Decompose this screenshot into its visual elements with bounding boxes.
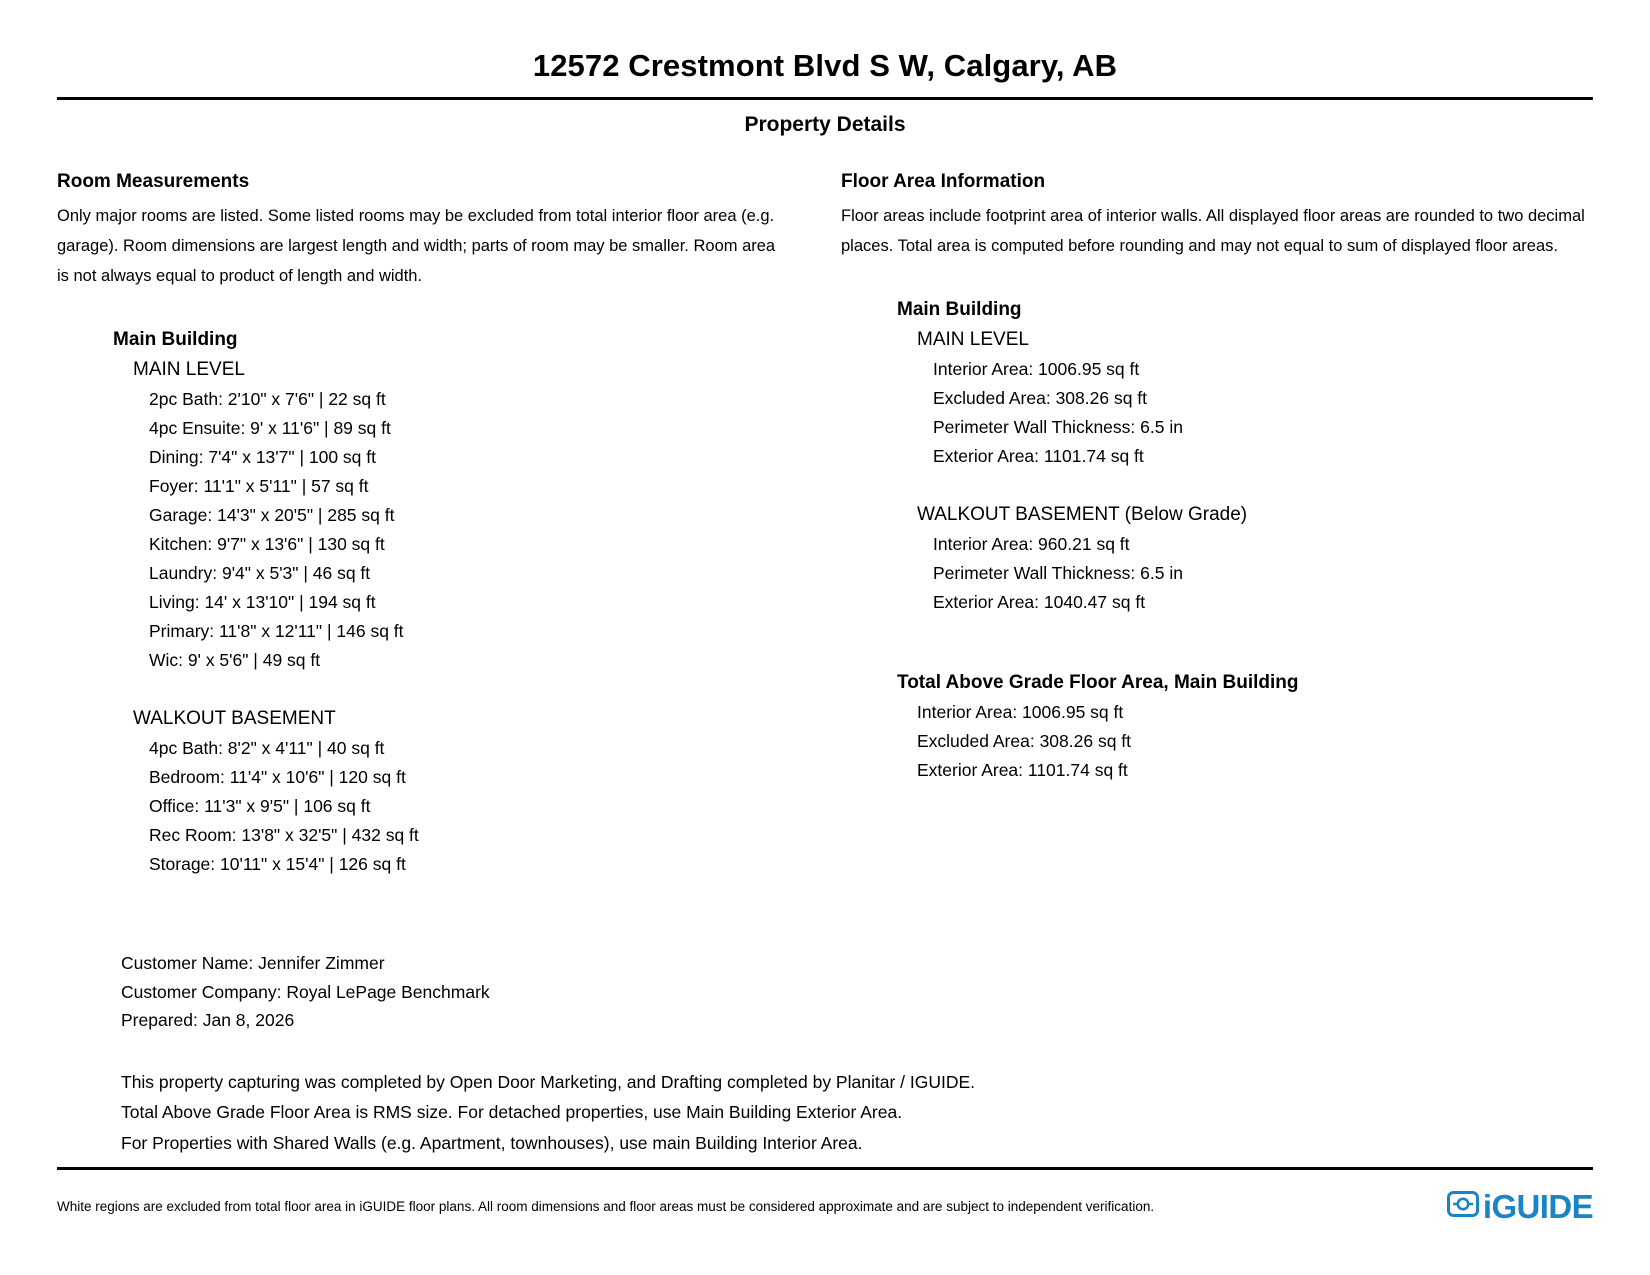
content-columns [57, 171, 1593, 875]
room-measurements-note: Only major rooms are listed. Some listed rooms may be excluded from total interior floor area (e.g. garage). Room dimensions are largest length and width; parts of room may be smaller. Room area is not always equal to product of length and width. [57, 207, 776, 286]
room-entry: Storage: 10'11" x 15'4" | 126 sq ft [149, 854, 406, 875]
floor-area-tree [841, 299, 1593, 781]
iguide-camera-icon [1445, 1186, 1481, 1227]
section-spacer [841, 467, 1593, 496]
area-entry: Exterior Area: 1040.47 sq ft [933, 592, 1146, 613]
room-measurements-tree [57, 329, 787, 875]
section-spacer [57, 671, 787, 700]
room-measurements-heading: Room Measurements [57, 171, 250, 192]
floor-area-note: Floor areas include footprint area of interior walls. All displayed floor areas are rounded to two decimal places. Total area is computed before rounding and may not equal to sum of displayed floor areas. [841, 207, 1585, 256]
room-entry: 4pc Ensuite: 9' x 11'6" | 89 sq ft [149, 418, 391, 439]
room-entry: Office: 11'3" x 9'5" | 106 sq ft [149, 796, 371, 817]
page-footer [57, 1167, 1593, 1227]
room-entry: Foyer: 11'1" x 5'11" | 57 sq ft [149, 476, 369, 497]
room-entry: Laundry: 9'4" x 5'3" | 46 sq ft [149, 563, 371, 584]
prepared-date: Prepared: Jan 8, 2026 [121, 1010, 295, 1031]
footer-row [57, 1186, 1593, 1227]
room-measurements-column [57, 171, 825, 875]
section-spacer [841, 613, 1593, 642]
customer-info-block [57, 949, 1593, 1035]
area-entry: Exterior Area: 1101.74 sq ft [933, 446, 1144, 467]
area-level-name: MAIN LEVEL [917, 329, 1029, 351]
note-line: This property capturing was completed by Open Door Marketing, and Drafting completed by Planitar / IGUIDE. [121, 1071, 976, 1092]
floor-area-column [825, 171, 1593, 875]
area-entry: Perimeter Wall Thickness: 6.5 in [933, 563, 1183, 584]
header-divider [57, 97, 1593, 100]
page-title: 12572 Crestmont Blvd S W, Calgary, AB [532, 48, 1118, 83]
room-entry: Bedroom: 11'4" x 10'6" | 120 sq ft [149, 767, 406, 788]
total-above-grade-heading: Total Above Grade Floor Area, Main Building [897, 672, 1299, 694]
room-level-name: MAIN LEVEL [133, 359, 245, 381]
total-entry: Interior Area: 1006.95 sq ft [917, 702, 1124, 723]
area-entry: Perimeter Wall Thickness: 6.5 in [933, 417, 1183, 438]
notes-block [57, 1035, 1593, 1159]
room-entry: 2pc Bath: 2'10" x 7'6" | 22 sq ft [149, 389, 386, 410]
footer-divider [57, 1167, 1593, 1170]
total-entry: Excluded Area: 308.26 sq ft [917, 731, 1132, 752]
total-entry: Exterior Area: 1101.74 sq ft [917, 760, 1128, 781]
room-entry: 4pc Bath: 8'2" x 4'11" | 40 sq ft [149, 738, 385, 759]
note-line: For Properties with Shared Walls (e.g. Apartment, townhouses), use main Building Interior Area. [121, 1132, 863, 1153]
room-entry: Kitchen: 9'7" x 13'6" | 130 sq ft [149, 534, 385, 555]
floor-area-heading: Floor Area Information [841, 171, 1046, 192]
area-entry: Excluded Area: 308.26 sq ft [933, 388, 1148, 409]
room-entry: Wic: 9' x 5'6" | 49 sq ft [149, 650, 321, 671]
room-entry: Garage: 14'3" x 20'5" | 285 sq ft [149, 505, 395, 526]
customer-company: Customer Company: Royal LePage Benchmark [121, 981, 490, 1002]
room-entry: Dining: 7'4" x 13'7" | 100 sq ft [149, 447, 376, 468]
iguide-logo [1445, 1186, 1593, 1227]
area-entry: Interior Area: 960.21 sq ft [933, 534, 1130, 555]
room-entry: Primary: 11'8" x 12'11" | 146 sq ft [149, 621, 404, 642]
area-building-label: Main Building [897, 299, 1022, 321]
footer-disclaimer: White regions are excluded from total floor area in iGUIDE floor plans. All room dimensions and floor areas must be considered approximate and are subject to independent verification. [57, 1198, 1155, 1214]
room-building-label: Main Building [113, 329, 238, 351]
note-line: Total Above Grade Floor Area is RMS size. For detached properties, use Main Building Exterior Area. [121, 1102, 903, 1123]
page-subtitle: Property Details [744, 113, 906, 136]
customer-name: Customer Name: Jennifer Zimmer [121, 953, 385, 974]
room-entry: Rec Room: 13'8" x 32'5" | 432 sq ft [149, 825, 419, 846]
area-level-name: WALKOUT BASEMENT (Below Grade) [917, 504, 1248, 526]
section-spacer [841, 642, 1593, 672]
area-entry: Interior Area: 1006.95 sq ft [933, 359, 1140, 380]
room-level-name: WALKOUT BASEMENT [133, 708, 336, 730]
room-entry: Living: 14' x 13'10" | 194 sq ft [149, 592, 376, 613]
iguide-wordmark: iGUIDE [1482, 1188, 1593, 1225]
